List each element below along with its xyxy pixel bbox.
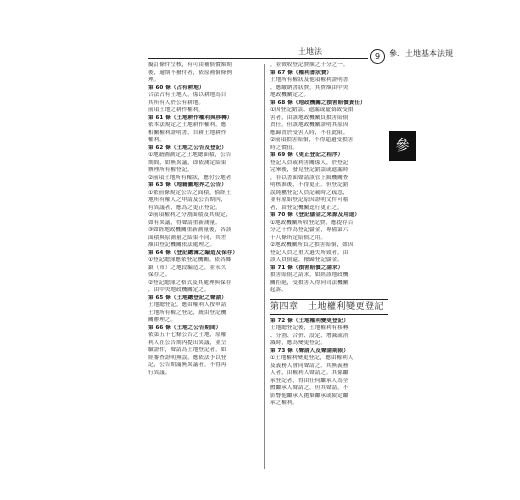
text-line: 該人員償還，撥歸登記儲金。 xyxy=(270,257,343,263)
text-line: ②前項權利之分割面積及其規定， xyxy=(148,212,232,218)
text-line: 關拒絕，受損害人得向司法機關 xyxy=(270,279,349,286)
text-line: 地政機關定之。 xyxy=(270,92,310,98)
left-text-column xyxy=(148,62,266,377)
text-line: 經審查證明無誤，應依法予以登 xyxy=(148,354,227,361)
text-line: 保存之。 xyxy=(148,272,171,278)
text-line: 登記人員或利害關係人，於登記 xyxy=(270,159,349,166)
article-heading: 第 71 條（損害賠償之請求） xyxy=(270,264,344,271)
text-line: 者，由登記機關逕行更正之。 xyxy=(270,204,343,211)
text-line: 起訴。 xyxy=(270,287,287,293)
text-line: 滅時，應為變更登記。 xyxy=(270,340,326,346)
article-heading: 第 66 條（土地之公告期間） xyxy=(148,324,222,331)
text-line: 行異議。 xyxy=(148,369,171,376)
page-number: 9 xyxy=(370,49,385,64)
text-line: 土地總登記，應由權利人按申請 xyxy=(148,302,227,308)
text-line: 鎮（市）之地段編造之，並永久 xyxy=(148,264,227,271)
text-line: 合法占有土地人，係以耕地為目 xyxy=(148,92,227,98)
text-line: 擬訂條件呈核，有可由補償價額期 xyxy=(148,62,232,68)
text-line: ①登記總簿應依登記機關，依各鄉 xyxy=(148,257,232,263)
text-line: ①因登記錯誤、遺漏或虛偽致受損 xyxy=(270,107,354,113)
text-line: 十八條所定賠償之用。 xyxy=(270,234,326,241)
article-heading: 第 68 條（地政機關之損害賠償責任） xyxy=(270,99,366,106)
text-line: 、分割、合併、設定、增減或消 xyxy=(270,332,349,339)
article-heading: 第 72 條（土地權利變更登記） xyxy=(270,317,349,324)
article-heading: 第 62 條（土地之公告及登記） xyxy=(148,144,227,151)
text-line: 明核准後，不得更正。但登記錯 xyxy=(270,182,349,188)
text-line: 後，逾期不撥付者，依原補償條例 xyxy=(148,69,232,76)
text-line: 理。 xyxy=(148,77,160,83)
right-text-column xyxy=(270,62,388,408)
text-line: 其所有人於公有耕地。 xyxy=(148,99,204,106)
article-heading: 第 67 條（權利書狀費） xyxy=(270,69,333,76)
article-heading: 第 60 條（占有耕地） xyxy=(148,84,205,91)
text-line: 額由登記機關依法處理之。 xyxy=(148,242,216,248)
text-line: 如有異議，得聲請重新測量。 xyxy=(148,219,221,226)
text-line: 體繼承人聲請之。但其聲請，不 xyxy=(270,385,349,391)
article-heading: 第 69 條（更正登記之程序） xyxy=(270,152,344,158)
section-label: 參．土地基本法規 xyxy=(389,49,453,58)
text-line: ②地政機關所負之損害賠償，如因 xyxy=(270,242,354,248)
text-line: 記，公告期滿無異議者，不得再 xyxy=(148,362,227,368)
text-line: 關辦理之。 xyxy=(148,317,176,323)
text-line: ，應繳納書狀費，其費額由中央 xyxy=(270,84,349,91)
article-heading: 第 61 條（土地耕作權利與移轉） xyxy=(148,114,233,121)
column-divider xyxy=(264,64,265,469)
text-line: 利人在公告期內提出異議，並呈 xyxy=(148,339,227,346)
text-line: 依本法規定之土地耕作權利，應 xyxy=(148,122,227,128)
article-heading: 第 65 條（土地總登記之聲請） xyxy=(148,294,227,301)
text-line: 期間，如無異議，即依測定結果 xyxy=(148,159,227,166)
text-line: 損害賠償之請求，如經該地政機 xyxy=(270,272,349,278)
text-line: 土地總登記後，土地權利有移轉 xyxy=(270,325,349,331)
text-line: 及義務人會同聲請之。其無義務 xyxy=(270,362,349,369)
text-line: ①地政機關所收登記費，應提存百 xyxy=(270,219,354,226)
text-line: 責任。但該地政機關證明其原因 xyxy=(270,122,349,128)
text-line: 承之權利。 xyxy=(270,400,298,406)
text-line: ②登記總簿之格式及其處理與保存 xyxy=(148,279,232,286)
article-heading: 第 64 條（登記總簿之編造及保存） xyxy=(148,249,238,256)
text-line: 辦理所有權登記。 xyxy=(148,167,193,173)
text-line: ②前項土地所有權狀，應付公地者 xyxy=(148,174,232,181)
text-line: 面積與原測量之結果不同，其差 xyxy=(148,234,227,241)
text-line: ②前項損害賠償，不得超過受損害 xyxy=(270,137,354,143)
text-line: ③如經地政機關重新測量後，各該 xyxy=(148,227,232,233)
text-line: 權利。 xyxy=(148,137,165,143)
text-line: ①地籍圖測定之土地總面積，公告 xyxy=(148,152,232,158)
text-line: 分之十作為登記儲金，專備第六 xyxy=(270,227,349,233)
text-line: ，由中央地政機關定之。 xyxy=(148,287,210,293)
text-line: 誤純屬登記人員記載時之疏忽， xyxy=(270,189,349,196)
text-line: 前項土地之耕作權利。 xyxy=(148,107,204,113)
text-line: 時之價值。 xyxy=(270,144,298,151)
text-line: 有異議者，應為之更正登記。 xyxy=(148,204,221,211)
text-line: 害者，由該地政機關負損害賠償 xyxy=(270,114,349,121)
text-line: 登記人員之重大過失所致者，由 xyxy=(270,249,349,256)
text-line: 驗證件，聲請為土地登記者，如 xyxy=(148,347,227,353)
text-line: 承登記者，得由任何繼承人為全 xyxy=(270,377,349,384)
text-line: ，非以書面聲請該管上級機關查 xyxy=(270,174,349,181)
chapter-heading: 第四章 土地權利變更登記 xyxy=(270,299,388,315)
text-line: 並有原始登記原因證明文件可稽 xyxy=(270,197,349,203)
text-line: 土地所有權狀及他項權利證明書 xyxy=(270,77,349,83)
text-line: 土地所有權之登記，統由登記機 xyxy=(148,309,227,316)
text-line: 完畢後，發見登記錯誤或遺漏時 xyxy=(270,167,349,173)
text-line: 影響他繼承人拋棄繼承或限定繼 xyxy=(270,392,349,399)
text-line: 依第五十七條公告之土地，原權 xyxy=(148,332,227,338)
text-line: ①依前條規定公告之面積，倘經土 xyxy=(148,189,232,196)
text-line: 地所有權人之申請及公告期內， xyxy=(148,197,227,203)
text-line: 應歸責於受害人時，不在此限。 xyxy=(270,129,349,136)
header-rule xyxy=(148,58,368,59)
text-line: ，並徵收登記費額之千分之一。 xyxy=(270,62,349,68)
article-heading: 第 63 條（地籍圖地界之公告） xyxy=(148,182,227,188)
article-heading: 第 70 條（登記儲金之來源及用途） xyxy=(270,212,360,218)
running-title: 土地法 xyxy=(298,47,322,56)
text-line: 人者，由權利人聲請之。其係繼 xyxy=(270,370,349,376)
text-line: 相關權利證明書，自耕土地耕作 xyxy=(148,129,227,136)
text-line: ①土地權利變更登記，應由權利人 xyxy=(270,355,354,361)
section-thumb-tab: 參 xyxy=(389,131,416,161)
article-heading: 第 73 條（聲請人及聲請期限） xyxy=(270,347,349,354)
